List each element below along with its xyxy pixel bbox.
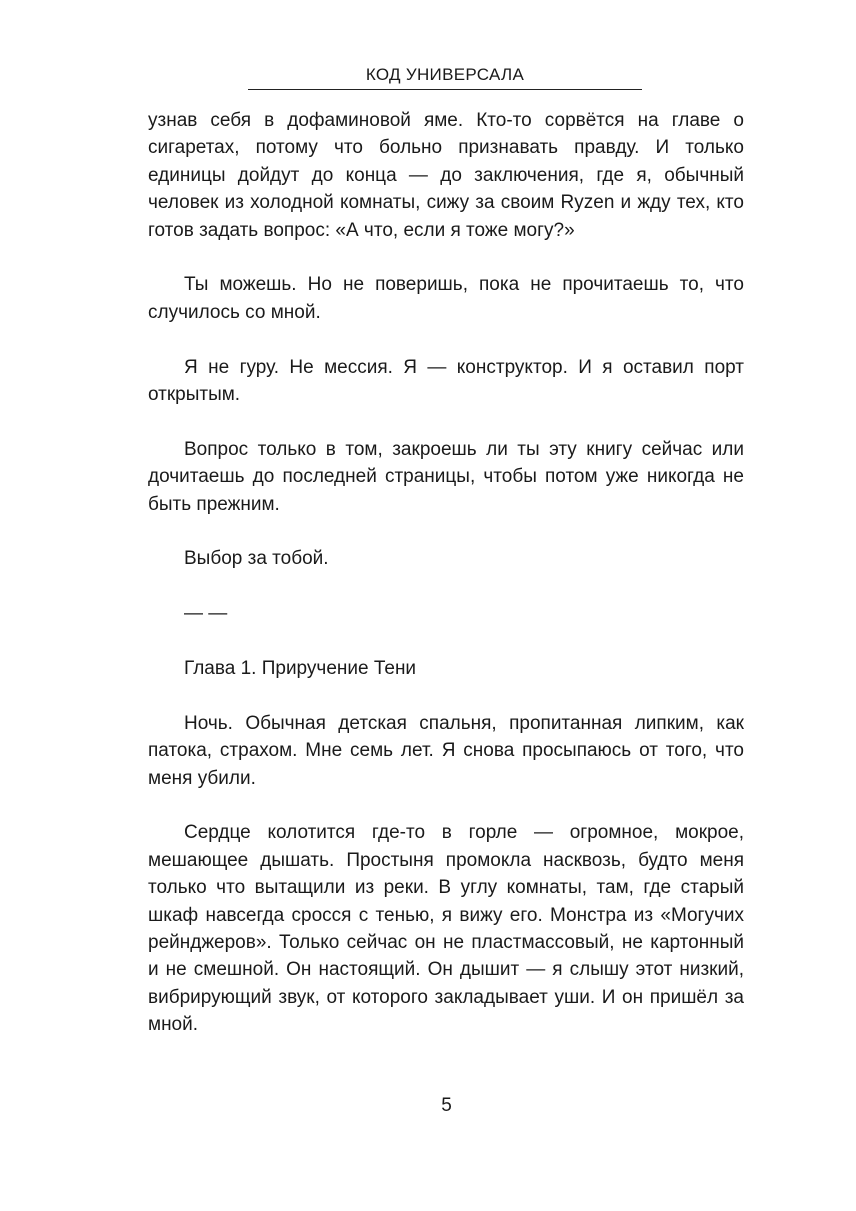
header-rule: [248, 89, 642, 90]
body-text: [148, 107, 744, 1039]
paragraph-heart: Сердце колотится где-то в горле — огромное, мокрое, мешающее дышать. Простыня промокла насквозь, будто меня только что вытащили из реки. В углу комнаты, там, где старый шкаф навсегда сросся с тенью, я вижу его. Монстра из «Могучих рейнджеров». Только сейчас он не пластмассовый, не картонный и не смешной. Он настоящий. Он дышит — я слышу этот низкий, вибрирующий звук, от которого закладывает уши. И он пришёл за мной.: [148, 822, 744, 1036]
paragraph-not-guru: Я не гуру. Не мессия. Я — конструктор. И я оставил порт открытым.: [148, 356, 744, 406]
page-number: 5: [441, 1095, 452, 1116]
paragraph-question: Вопрос только в том, закроешь ли ты эту книгу сейчас или дочитаешь до последней страницы, чтобы потом уже никогда не быть прежним.: [148, 438, 744, 515]
chapter-heading: Глава 1. Приручение Тени: [184, 658, 417, 680]
paragraph-you-can: Ты можешь. Но не поверишь, пока не прочитаешь то, что случилось со мной.: [148, 274, 744, 323]
paragraph-continuation: узнав себя в дофаминовой яме. Кто-то сорвётся на главе о сигаретах, потому что больно признавать правду. И только единицы дойдут до конца — до заключения, где я, обычный человек из холодной комнаты, сижу за своим Ryzen и жду тех, кто готов задать вопрос: «А что, если я тоже могу?»: [148, 110, 744, 241]
paragraph-night: Ночь. Обычная детская спальня, пропитанная липким, как патока, страхом. Мне семь лет. Я снова просыпаюсь от того, что меня убили.: [148, 712, 744, 789]
running-header: КОД УНИВЕРСАЛА: [365, 65, 525, 84]
paragraph-choice: Выбор за тобой.: [184, 548, 329, 570]
section-separator: — —: [184, 603, 228, 625]
